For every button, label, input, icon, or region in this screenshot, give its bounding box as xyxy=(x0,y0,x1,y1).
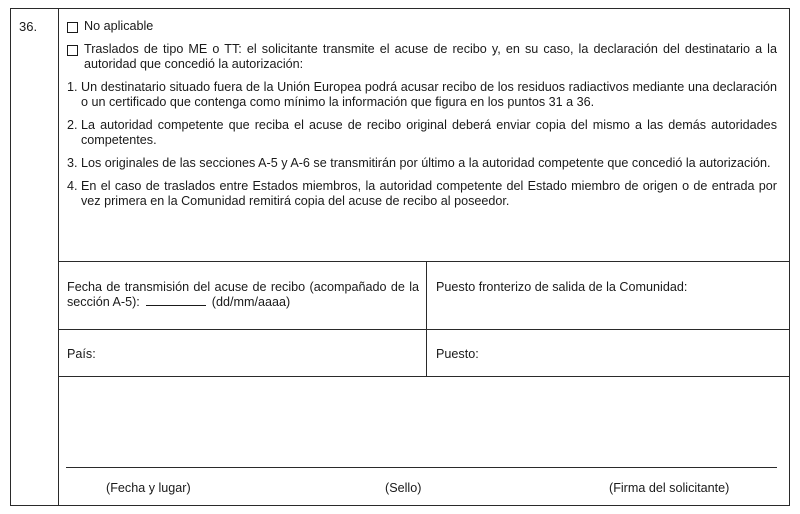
instructions-block xyxy=(67,19,777,217)
list-item xyxy=(67,118,777,148)
checkbox-not-applicable[interactable] xyxy=(67,22,78,33)
list-text: Los originales de las secciones A-5 y A-6 se transmitirán por último a la autoridad competente que concedió la autorización. xyxy=(81,156,771,170)
fecha-label: Fecha de transmisión del acuse de recibo (acompañado de la sección A-5): xyxy=(67,280,419,309)
sello-label: (Sello) xyxy=(385,481,422,495)
form-section-36 xyxy=(10,8,790,506)
fecha-format: (dd/mm/aaaa) xyxy=(211,295,291,309)
list-text: La autoridad competente que reciba el acuse de recibo original deberá enviar copia del mismo a las demás autoridades competentes. xyxy=(81,118,777,147)
list-item xyxy=(67,156,777,171)
list-number: 1. xyxy=(67,80,78,94)
list-number: 3. xyxy=(67,156,78,170)
list-number: 4. xyxy=(67,179,78,193)
puesto-fronterizo-field[interactable]: Puesto fronterizo de salida de la Comunidad: xyxy=(436,280,688,294)
option-label: No aplicable xyxy=(84,19,154,33)
signature-line xyxy=(66,467,777,468)
section-number: 36. xyxy=(19,19,38,34)
list-text: Un destinatario situado fuera de la Unión Europea podrá acusar recibo de los residuos radiactivos mediante una declaración o un certificado que contenga como mínimo la información que figura en los puntos 31 a 36. xyxy=(81,80,777,109)
checkbox-me-tt[interactable] xyxy=(67,45,78,56)
fecha-transmision-field[interactable] xyxy=(67,280,419,310)
option-me-tt xyxy=(67,42,777,72)
list-item xyxy=(67,179,777,209)
list-item xyxy=(67,80,777,110)
date-blank[interactable] xyxy=(146,305,206,306)
list-text: En el caso de traslados entre Estados miembros, la autoridad competente del Estado miembro de origen o de entrada por vez primera en la Comunidad remitirá copia del acuse de recibo al poseedor. xyxy=(81,179,777,208)
divider xyxy=(426,261,427,376)
divider xyxy=(58,329,789,330)
column-divider xyxy=(58,9,59,505)
option-not-applicable xyxy=(67,19,777,34)
firma-label: (Firma del solicitante) xyxy=(609,481,730,495)
puesto-field[interactable]: Puesto: xyxy=(436,347,479,361)
fecha-lugar-label: (Fecha y lugar) xyxy=(106,481,191,495)
list-number: 2. xyxy=(67,118,78,132)
divider xyxy=(58,376,789,377)
divider xyxy=(58,261,789,262)
option-label: Traslados de tipo ME o TT: el solicitante transmite el acuse de recibo y, en su caso, la declaración del destinatario a la autoridad que concedió la autorización: xyxy=(84,42,777,71)
pais-field[interactable]: País: xyxy=(67,347,96,361)
